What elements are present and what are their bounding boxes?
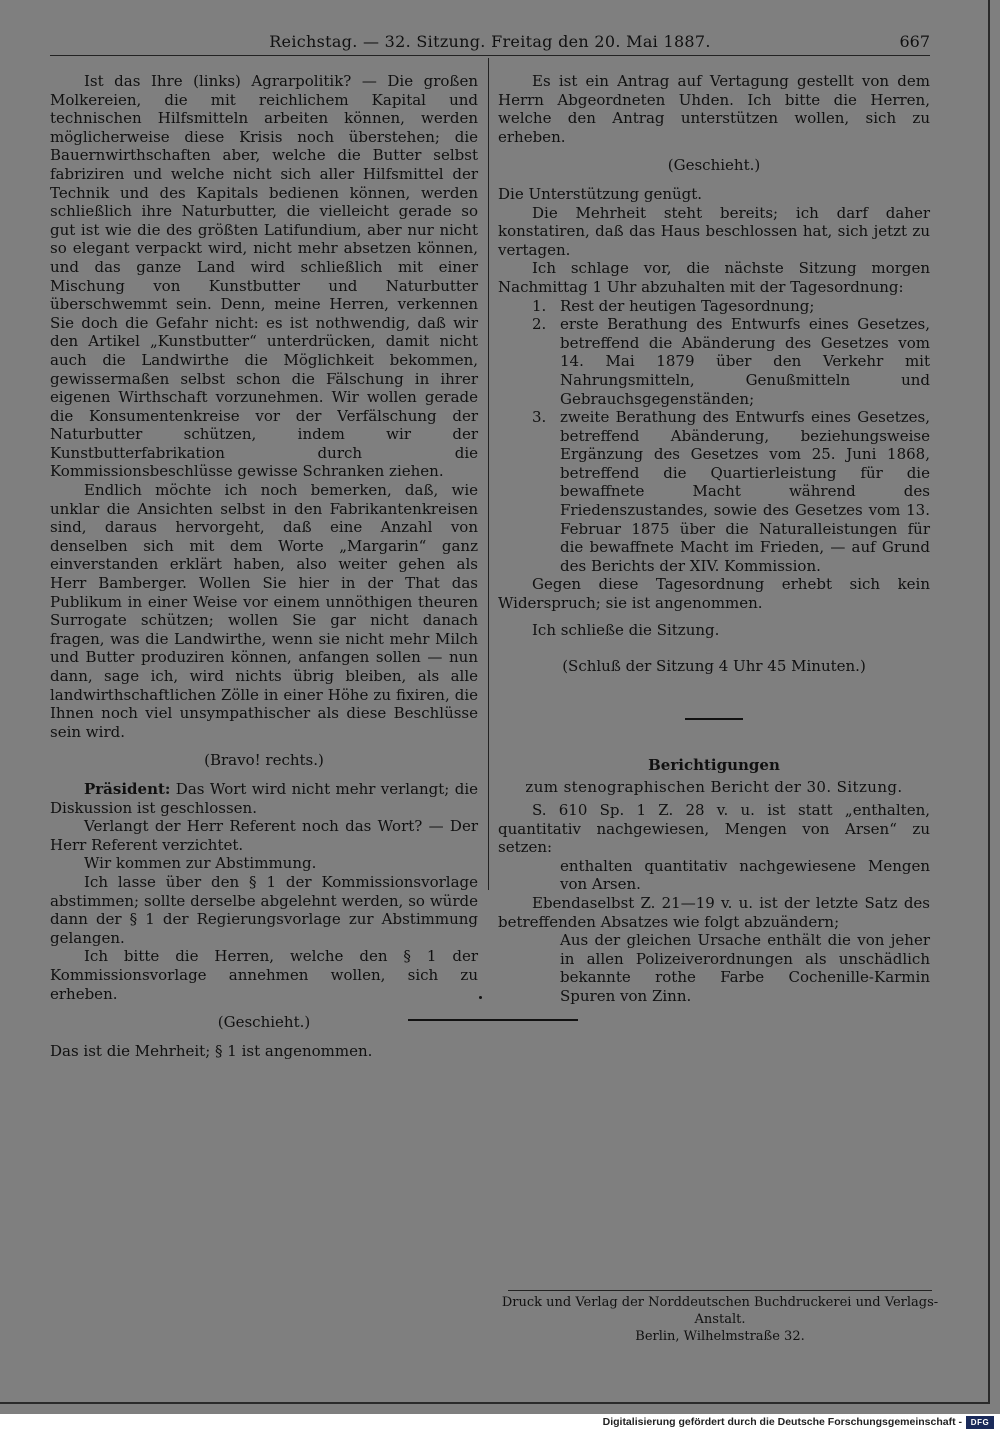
left-paragraph-5: Ich lasse über den § 1 der Kommissionsvorlage abstimmen; sollte derselbe abgelehnt werden, so würde dann der § 1 der Regierungsvorlage zur Abstimmung gelangen. xyxy=(50,872,478,947)
applause-note: (Bravo! rechts.) xyxy=(204,751,324,770)
imprint-rule xyxy=(508,1290,932,1291)
agenda-item xyxy=(498,408,930,575)
page-header xyxy=(50,32,930,54)
right-paragraph-6: Ich schließe die Sitzung. xyxy=(532,620,720,639)
stray-dot xyxy=(479,996,482,999)
president-label: Präsident: xyxy=(84,779,171,798)
president-statement xyxy=(50,780,478,817)
left-paragraph-3: Verlangt der Herr Referent noch das Wort? — Der Herr Referent verzichtet. xyxy=(50,817,478,854)
agenda-number: 1. xyxy=(532,296,547,315)
page-number: 667 xyxy=(899,32,930,51)
left-paragraph-6: Ich bitte die Herren, welche den § 1 der Kommissionsvorlage annehmen wollen, sich zu erheben. xyxy=(50,947,478,1003)
agenda-number: 2. xyxy=(532,315,547,334)
right-paragraph-3: Die Mehrheit steht bereits; ich darf daher konstatiren, daß das Haus beschlossen hat, sich jetzt zu vertagen. xyxy=(498,203,930,259)
dfg-logo: DFG xyxy=(966,1416,994,1429)
left-paragraph-1: Ist das Ihre (links) Agrarpolitik? — Die großen Molkereien, die mit reichlichem Kapital und technischen Hilfsmitteln arbeiten können, werden möglicherweise diese Krisis noch überstehen; die Bauernwirthschaften aber, welche die Butter selbst fabriziren und welche nicht sich aller Hilfsmittel der Technik und des Kapitals bedienen können, werden schließlich ihre Naturbutter, die vielleicht gerade so gut ist wie die des größten Latifundium, aber nur nicht so elegant verpackt wird, nicht mehr absetzen können, und das ganze Land wird schließlich mit einer Mischung von Kunstbutter und Naturbutter überschwemmt sein. Denn, meine Herren, verkennen Sie doch die Gefahr nicht: es ist nothwendig, daß wir den Artikel „Kunstbutter“ unterdrücken, damit nicht auch die Landwirthe die Möglichkeit bekommen, gewissermaßen selbst schon die Fälschung in ihrer eigenen Wirthschaft vorzunehmen. Wir wollen gerade die Konsumentenkreise vor der Verfälschung der Naturbutter schützen, indem wir der Kunstbutterfabrikation durch die Kommissionsbeschlüsse gewisse Schranken ziehen. xyxy=(50,72,478,481)
end-rule xyxy=(408,1019,578,1021)
correction-1: S. 610 Sp. 1 Z. 28 v. u. ist statt „enthalten, quantitativ nachgewiesen, Mengen von Arsen“ zu setzen: xyxy=(498,801,930,857)
president-text: Das Wort wird nicht mehr verlangt; die Diskussion ist geschlossen. xyxy=(50,779,478,817)
imprint-line-2: Berlin, Wilhelmstraße 32. xyxy=(635,1329,805,1344)
left-paragraph-2: Endlich möchte ich noch bemerken, daß, wie unklar die Ansichten selbst in den Fabrikantenkreisen sind, daraus hervorgeht, daß eine Anzahl von denselben sich mit dem Worte „Margarin“ ganz einverstanden erklärt haben, also weiter gehen als Herr Bamberger. Wollen Sie hier in der That das Publikum in einer Weise vor einem unnöthigen theuren Surrogate schützen; wollen Sie gar nicht danach fragen, was die Landwirthe, wenn sie nicht mehr Milch und Butter produziren können, anfangen sollen — nun dann, sage ich, wird nichts übrig bleiben, als alle landwirthschaftlichen Zölle in einer Höhe zu fixiren, die Ihnen noch viel unsympathischer als diese Beschlüsse sein wird. xyxy=(50,481,478,741)
left-paragraph-7: Das ist die Mehrheit; § 1 ist angenommen. xyxy=(50,1041,373,1060)
correction-2: Ebendaselbst Z. 21—19 v. u. ist der letzte Satz des betreffenden Absatzes wie folgt abzuändern; xyxy=(498,893,930,931)
happened-note: (Geschieht.) xyxy=(217,1013,311,1032)
header-title: Reichstag. — 32. Sitzung. Freitag den 20. Mai 1887. xyxy=(269,32,711,51)
right-paragraph-1: Es ist ein Antrag auf Vertagung gestellt von dem Herrn Abgeordneten Uhden. Ich bitte die Herren, welche den Antrag unterstützen wollen, sich zu erheben. xyxy=(498,72,930,146)
agenda-number: 3. xyxy=(532,408,547,427)
imprint xyxy=(500,1294,940,1345)
right-column xyxy=(498,72,930,1006)
happened-note: (Geschieht.) xyxy=(667,156,761,175)
agenda-text: Rest der heutigen Tagesordnung; xyxy=(560,296,815,315)
header-rule xyxy=(50,55,930,56)
right-paragraph-5: Gegen diese Tagesordnung erhebt sich kein Widerspruch; sie ist angenommen. xyxy=(498,575,930,613)
right-paragraph-2: Die Unterstützung genügt. xyxy=(498,184,703,203)
agenda-item xyxy=(498,297,930,316)
column-divider xyxy=(488,58,489,890)
correction-1-replacement: enthalten quantitativ nachgewiesene Mengen von Arsen. xyxy=(560,856,930,894)
imprint-line-1: Druck und Verlag der Norddeutschen Buchdruckerei und Verlags-Anstalt. xyxy=(501,1295,939,1327)
digitization-footer xyxy=(0,1414,1000,1432)
corrections-title: Berichtigungen xyxy=(648,755,780,774)
right-paragraph-4: Ich schlage vor, die nächste Sitzung morgen Nachmittag 1 Uhr abzuhalten mit der Tagesordnung: xyxy=(498,259,930,296)
left-column xyxy=(50,72,478,1060)
session-closing-note: (Schluß der Sitzung 4 Uhr 45 Minuten.) xyxy=(562,657,866,676)
agenda-text: zweite Berathung des Entwurfs eines Gesetzes, betreffend Abänderung, beziehungsweise Ergänzung des Gesetzes vom 25. Juni 1868, betreffend die Quartierleistung für die bewaffnete Macht während des Friedenszustandes, sowie des Gesetzes vom 13. Februar 1875 über die Naturalleistungen für die bewaffnete Macht im Frieden, — auf Grund des Berichts der XIV. Kommission. xyxy=(560,408,930,575)
section-separator xyxy=(685,718,743,720)
agenda-item xyxy=(498,315,930,408)
correction-2-replacement: Aus der gleichen Ursache enthält die von jeher in allen Polizeiverordnungen als unschädlich bekannte rothe Farbe Cochenille-Karmin Spuren von Zinn. xyxy=(560,931,930,1005)
agenda-text: erste Berathung des Entwurfs eines Gesetzes, betreffend die Abänderung des Gesetzes vom 14. Mai 1879 über den Verkehr mit Nahrungsmitteln, Genußmitteln und Gebrauchsgegenständen; xyxy=(560,315,930,408)
corrections-subtitle: zum stenographischen Bericht der 30. Sitzung. xyxy=(525,778,903,797)
funding-credit: Digitalisierung gefördert durch die Deutsche Forschungsgemeinschaft - xyxy=(602,1416,962,1428)
left-paragraph-4: Wir kommen zur Abstimmung. xyxy=(84,854,317,873)
